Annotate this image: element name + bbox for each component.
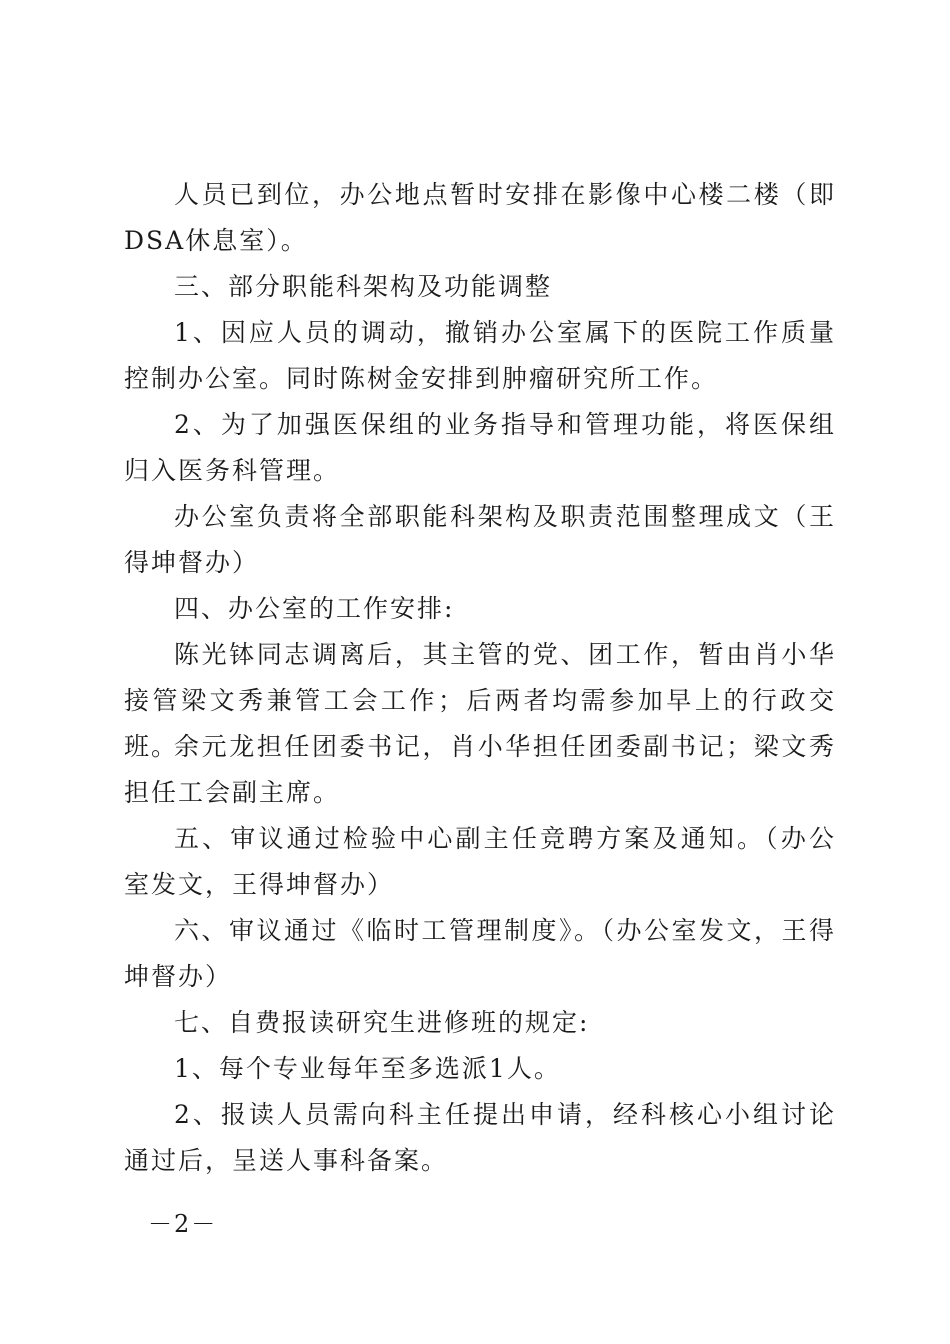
paragraph-item-2-medical-insurance: 2、为了加强医保组的业务指导和管理功能，将医保组归入医务科管理。 [124,410,836,485]
paragraph-section-6: 六、审议通过《临时工管理制度》。（办公室发文，王得坤督办） [124,916,836,991]
page-number: －2－ [148,1210,218,1238]
paragraph-section-5: 五、审议通过检验中心副主任竞聘方案及通知。（办公室发文，王得坤督办） [124,824,836,899]
paragraph-league-secretary: 余元龙担任团委书记，肖小华担任团委副书记；梁文秀担任工会副主席。 [124,732,836,807]
paragraph-office-location: 人员已到位，办公地点暂时安排在影像中心楼二楼（即DSA休息室）。 [124,180,836,255]
paragraph-rule-2: 2、报读人员需向科主任提出申请，经科核心小组讨论通过后，呈送人事科备案。 [124,1100,836,1175]
paragraph-party-work: 陈光钵同志调离后，其主管的党、团工作，暂由肖小华接管梁文秀兼管工会工作；后两者均需参加早上的行政交班。 [124,640,836,761]
heading-section-4: 四、办公室的工作安排: [174,594,455,623]
paragraph-office-responsibility: 办公室负责将全部职能科架构及职责范围整理成文（王得坤督办） [124,502,836,577]
heading-section-3: 三、部分职能科架构及功能调整 [174,272,553,301]
heading-section-7: 七、自费报读研究生进修班的规定: [174,1008,590,1037]
paragraph-item-1-quality-office: 1、因应人员的调动，撤销办公室属下的医院工作质量控制办公室。同时陈树金安排到肿瘤研究所工作。 [124,318,836,393]
paragraph-rule-1: 1、每个专业每年至多选派1人。 [174,1054,561,1083]
